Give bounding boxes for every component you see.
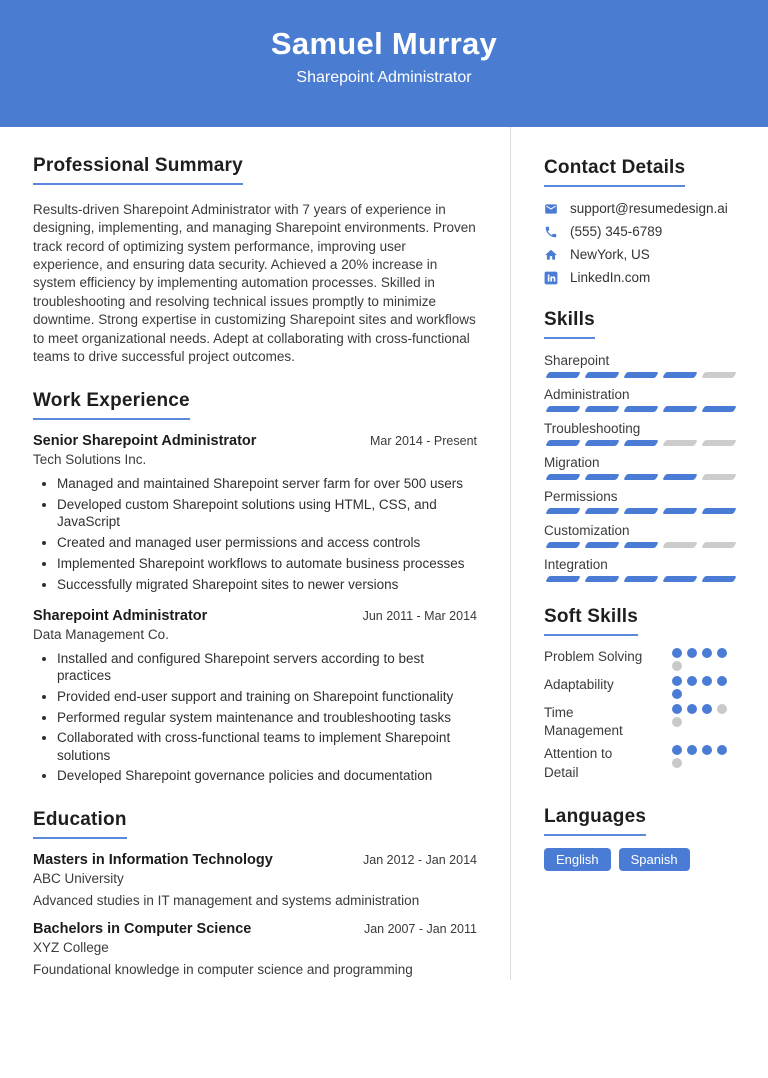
- soft-skill-dot: [717, 648, 727, 658]
- soft-skill-dot: [687, 676, 697, 686]
- contact-text: LinkedIn.com: [570, 270, 651, 285]
- skill-bar: [544, 508, 741, 514]
- soft-skill-dots: [672, 676, 734, 699]
- contact-item: [544, 201, 741, 216]
- job-bullet: • Successfully migrated Sharepoint sites to newer versions: [57, 576, 477, 593]
- languages-heading: Languages: [544, 806, 646, 836]
- skill-bar-segment: [545, 576, 580, 582]
- degree-list: [33, 852, 477, 977]
- skill-bar-segment: [545, 508, 580, 514]
- degree-title: Bachelors in Computer Science: [33, 920, 252, 937]
- skill-name: Troubleshooting: [544, 421, 641, 436]
- job-company: Tech Solutions Inc.: [33, 452, 147, 468]
- degree-school: ABC University: [33, 870, 124, 886]
- education-heading: Education: [33, 809, 127, 839]
- language-badge: English: [544, 848, 611, 871]
- soft-skill-dot: [717, 745, 727, 755]
- job-company: Data Management Co.: [33, 626, 169, 642]
- job-bullet-list: [33, 475, 477, 593]
- home-icon: [544, 248, 558, 262]
- skill-bar-segment: [701, 474, 736, 480]
- skills-list: [544, 353, 741, 582]
- skill-bar-segment: [701, 440, 736, 446]
- job-list: [33, 433, 477, 784]
- soft-skill-dot: [672, 758, 682, 768]
- summary-heading: Professional Summary: [33, 155, 243, 185]
- job-bullet: • Managed and maintained Sharepoint server farm for over 500 users: [57, 475, 477, 492]
- languages-section: [544, 806, 741, 871]
- skill-bar-segment: [623, 508, 658, 514]
- degree-description: Foundational knowledge in computer science and programming: [33, 961, 413, 977]
- sidebar-column: [544, 127, 741, 1001]
- skill-name: Customization: [544, 523, 630, 538]
- degree-entry: [33, 921, 477, 977]
- skills-section: [544, 309, 741, 582]
- contact-section: [544, 157, 741, 285]
- contact-text: support@resumedesign.ai: [570, 201, 728, 216]
- skill-bar-segment: [623, 542, 658, 548]
- skill-bar: [544, 440, 741, 446]
- job-bullet: • Developed Sharepoint governance policies and documentation: [57, 767, 477, 784]
- language-list: [544, 848, 741, 871]
- soft-skill-dot: [672, 689, 682, 699]
- contact-text: (555) 345-6789: [570, 224, 663, 239]
- contact-text: NewYork, US: [570, 247, 650, 262]
- degree-school: XYZ College: [33, 939, 109, 955]
- candidate-title: Sharepoint Administrator: [296, 69, 472, 86]
- degree-dates: Jan 2012 - Jan 2014: [363, 852, 477, 867]
- soft-skill-item: [544, 648, 741, 671]
- language-badge: Spanish: [619, 848, 690, 871]
- skill-name: Integration: [544, 557, 608, 572]
- skill-name: Sharepoint: [544, 353, 610, 368]
- skill-bar-segment: [584, 508, 619, 514]
- skill-bar-segment: [584, 406, 619, 412]
- soft-skill-dot: [672, 676, 682, 686]
- skill-bar-segment: [662, 576, 697, 582]
- skill-bar-segment: [545, 406, 580, 412]
- skill-bar-segment: [662, 440, 697, 446]
- soft-skill-dot: [672, 704, 682, 714]
- job-bullet: • Implemented Sharepoint workflows to automate business processes: [57, 555, 477, 572]
- soft-skill-name: Attention to Detail: [544, 746, 613, 780]
- skill-bar-segment: [701, 372, 736, 378]
- summary-section: [33, 155, 477, 366]
- soft-skills-heading: Soft Skills: [544, 606, 638, 636]
- skill-item: [544, 523, 741, 548]
- education-section: [33, 809, 477, 977]
- soft-skill-dot: [672, 717, 682, 727]
- job-bullet-list: [33, 650, 477, 785]
- skill-bar: [544, 474, 741, 480]
- soft-skill-dot: [672, 648, 682, 658]
- job-entry: [33, 433, 477, 593]
- skill-item: [544, 557, 741, 582]
- summary-text: Results-driven Sharepoint Administrator with 7 years of experience in designing, implementing, and managing Sharepoint environments. Proven track record of optimizing system performance, improving user experience, and ensuring data security. Achieved a 20% increase in system efficiency by implementing automation processes. Skilled in troubleshooting and resolving technical issues promptly to minimize downtime. Strong expertise in customizing Sharepoint sites and workflows to meet organizational needs. Adept at collaborating with cross-functional teams to drive successful project outcomes.: [33, 202, 476, 364]
- soft-skill-dot: [717, 676, 727, 686]
- soft-skills-list: [544, 648, 741, 782]
- soft-skill-name: Time Management: [544, 705, 623, 739]
- skill-bar-segment: [584, 372, 619, 378]
- job-header: [33, 608, 477, 624]
- skill-item: [544, 421, 741, 446]
- main-column: [33, 127, 477, 1001]
- job-bullet: • Developed custom Sharepoint solutions using HTML, CSS, and JavaScript: [57, 496, 477, 531]
- skill-bar-segment: [623, 576, 658, 582]
- soft-skill-dot: [702, 676, 712, 686]
- skill-bar-segment: [545, 542, 580, 548]
- degree-dates: Jan 2007 - Jan 2011: [363, 921, 477, 936]
- skill-name: Migration: [544, 455, 600, 470]
- contact-item: [544, 270, 741, 285]
- skill-bar: [544, 372, 741, 378]
- soft-skill-dot: [702, 745, 712, 755]
- contact-item: [544, 224, 741, 239]
- soft-skill-dot: [717, 704, 727, 714]
- column-divider: [510, 127, 511, 980]
- soft-skill-dots: [672, 745, 734, 781]
- soft-skill-dots: [672, 704, 734, 740]
- soft-skill-dot: [672, 661, 682, 671]
- skill-bar-segment: [701, 576, 736, 582]
- job-bullet: • Created and managed user permissions and access controls: [57, 534, 477, 551]
- skill-name: Permissions: [544, 489, 618, 504]
- contact-item: [544, 247, 741, 262]
- skill-item: [544, 353, 741, 378]
- skill-bar-segment: [623, 406, 658, 412]
- job-title: Sharepoint Administrator: [33, 607, 208, 624]
- skill-bar-segment: [662, 508, 697, 514]
- skill-item: [544, 387, 741, 412]
- soft-skill-dot: [687, 648, 697, 658]
- job-dates: Mar 2014 - Present: [370, 434, 477, 449]
- soft-skill-dot: [672, 745, 682, 755]
- resume-header: [0, 0, 768, 127]
- skill-bar-segment: [662, 542, 697, 548]
- skill-bar-segment: [662, 372, 697, 378]
- degree-title: Masters in Information Technology: [33, 851, 273, 868]
- soft-skill-dot: [687, 745, 697, 755]
- phone-icon: [544, 225, 558, 239]
- skill-bar-segment: [545, 474, 580, 480]
- job-entry: [33, 608, 477, 785]
- skill-bar-segment: [584, 576, 619, 582]
- soft-skill-name: Problem Solving: [544, 649, 643, 664]
- degree-header: [33, 852, 477, 868]
- skill-bar-segment: [662, 474, 697, 480]
- skill-bar-segment: [623, 474, 658, 480]
- soft-skill-item: [544, 676, 741, 699]
- soft-skill-name: Adaptability: [544, 677, 614, 692]
- skill-name: Administration: [544, 387, 630, 402]
- soft-skill-dot: [702, 648, 712, 658]
- job-dates: Jun 2011 - Mar 2014: [362, 608, 477, 623]
- skill-bar-segment: [545, 372, 580, 378]
- contact-list: [544, 201, 741, 285]
- skill-bar-segment: [662, 406, 697, 412]
- soft-skills-section: [544, 606, 741, 782]
- skill-item: [544, 489, 741, 514]
- soft-skill-dots: [672, 648, 734, 671]
- job-bullet: • Installed and configured Sharepoint servers according to best practices: [57, 650, 477, 685]
- skill-bar: [544, 542, 741, 548]
- job-bullet: • Provided end-user support and training on Sharepoint functionality: [57, 688, 477, 705]
- skill-bar-segment: [584, 542, 619, 548]
- skill-bar-segment: [584, 440, 619, 446]
- soft-skill-dot: [687, 704, 697, 714]
- degree-entry: [33, 852, 477, 908]
- experience-heading: Work Experience: [33, 390, 190, 420]
- soft-skill-item: [544, 704, 741, 740]
- skill-bar: [544, 576, 741, 582]
- degree-description: Advanced studies in IT management and systems administration: [33, 892, 420, 908]
- job-bullet: • Collaborated with cross-functional teams to implement Sharepoint solutions: [57, 729, 477, 764]
- skill-bar-segment: [701, 508, 736, 514]
- skill-bar-segment: [701, 406, 736, 412]
- soft-skill-dot: [702, 704, 712, 714]
- experience-section: [33, 390, 477, 784]
- contact-heading: Contact Details: [544, 157, 685, 187]
- linkedin-icon: [544, 271, 558, 285]
- skill-bar-segment: [545, 440, 580, 446]
- skill-item: [544, 455, 741, 480]
- soft-skill-item: [544, 745, 741, 781]
- skill-bar-segment: [701, 542, 736, 548]
- job-title: Senior Sharepoint Administrator: [33, 433, 257, 450]
- candidate-name: Samuel Murray: [270, 26, 498, 61]
- content-columns: [0, 127, 768, 1001]
- job-bullet: • Performed regular system maintenance and troubleshooting tasks: [57, 709, 477, 726]
- skill-bar-segment: [623, 372, 658, 378]
- job-header: [33, 433, 477, 449]
- skill-bar: [544, 406, 741, 412]
- degree-header: [33, 921, 477, 937]
- email-icon: [544, 202, 558, 216]
- skills-heading: Skills: [544, 309, 595, 339]
- skill-bar-segment: [584, 474, 619, 480]
- skill-bar-segment: [623, 440, 658, 446]
